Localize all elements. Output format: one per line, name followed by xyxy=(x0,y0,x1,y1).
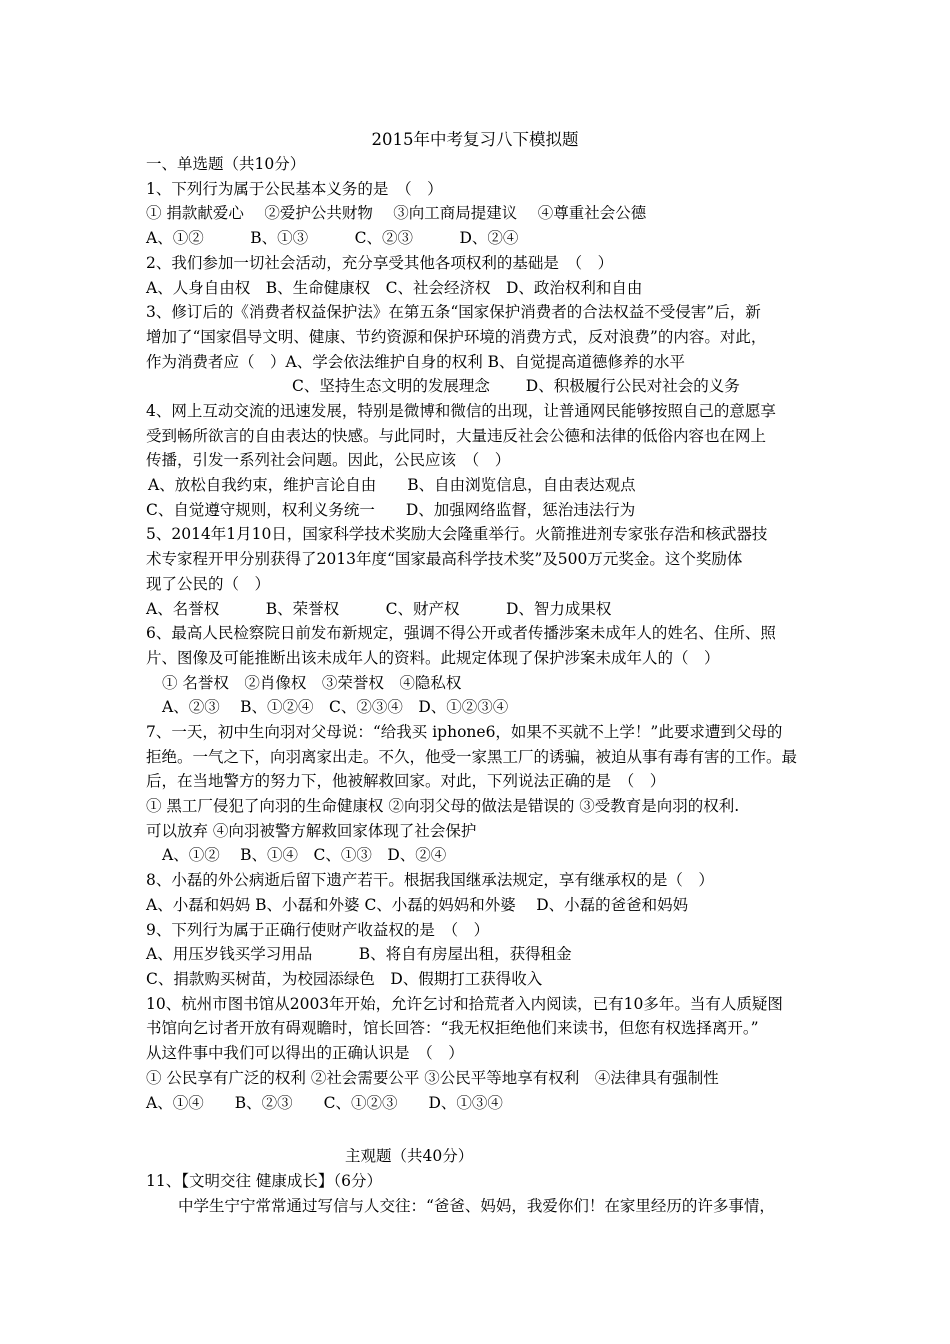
doc-line: 10、杭州市图书馆从2003年开始，允许乞讨和拾荒者入内阅读，已有10多年。当有人质疑图 xyxy=(146,995,783,1013)
doc-line: 3、修订后的《消费者权益保护法》在第五条“国家保护消费者的合法权益不受侵害”后，新 xyxy=(146,303,761,321)
doc-line: A、用压岁钱买学习用品 B、将自有房屋出租，获得租金 xyxy=(146,945,572,963)
doc-line: 片、图像及可能推断出该未成年人的资料。此规定体现了保护涉案未成年人的（ ） xyxy=(146,649,720,667)
doc-line: A、①② B、①④ C、①③ D、②④ xyxy=(162,846,447,864)
page-title: 2015年中考复习八下模拟题 xyxy=(371,130,579,149)
doc-line: 书馆向乞讨者开放有碍观瞻时，馆长回答：“我无权拒绝他们来读书，但您有权选择离开。” xyxy=(146,1019,759,1037)
doc-line: 增加了“国家倡导文明、健康、节约资源和保护环境的消费方式，反对浪费”的内容。对此， xyxy=(146,328,767,346)
doc-line: A、①② B、①③ C、②③ D、②④ xyxy=(146,229,519,247)
doc-line: ① 公民享有广泛的权利 ②社会需要公平 ③公民平等地享有权利 ④法律具有强制性 xyxy=(146,1069,719,1087)
doc-line: 拒绝。一气之下，向羽离家出走。不久，他受一家黑工厂的诱骗，被迫从事有毒有害的工作。最 xyxy=(146,748,798,766)
doc-line: 受到畅所欲言的自由表达的快感。与此同时，大量违反社会公德和法律的低俗内容也在网上 xyxy=(146,427,767,445)
doc-line: 9、下列行为属于正确行使财产收益权的是 （ ） xyxy=(146,921,490,939)
doc-line: A、①④ B、②③ C、①②③ D、①③④ xyxy=(146,1094,503,1112)
doc-line: 11、【文明交往 健康成长】（6分） xyxy=(146,1172,383,1190)
doc-line: A、放松自我约束，维护言论自由 B、自由浏览信息，自由表达观点 xyxy=(148,476,636,494)
doc-line: 5、2014年1月10日，国家科学技术奖励大会隆重举行。火箭推进剂专家张存浩和核武器技 xyxy=(146,525,768,543)
doc-line: C、坚持生态文明的发展理念 D、积极履行公民对社会的义务 xyxy=(292,377,740,395)
section-heading: 一、单选题（共10分） xyxy=(146,155,306,173)
section-heading: 主观题（共40分） xyxy=(345,1147,474,1165)
doc-line: 8、小磊的外公病逝后留下遗产若干。根据我国继承法规定，享有继承权的是（ ） xyxy=(146,871,714,889)
doc-line: A、②③ B、①②④ C、②③④ D、①②③④ xyxy=(162,698,509,716)
doc-line: 1、下列行为属于公民基本义务的是 （ ） xyxy=(146,180,443,198)
doc-line: A、小磊和妈妈 B、小磊和外婆 C、小磊的妈妈和外婆 D、小磊的爸爸和妈妈 xyxy=(146,896,689,914)
doc-line: 可以放弃 ④向羽被警方解救回家体现了社会保护 xyxy=(146,822,477,840)
doc-line: 中学生宁宁常常通过写信与人交往：“爸爸、妈妈，我爱你们！在家里经历的许多事情， xyxy=(178,1197,775,1215)
doc-line: 术专家程开甲分别获得了2013年度“国家最高科学技术奖”及500万元奖金。这个奖励体 xyxy=(146,550,743,568)
doc-line: ① 黑工厂侵犯了向羽的生命健康权 ②向羽父母的做法是错误的 ③受教育是向羽的权利. xyxy=(146,797,740,815)
doc-line: 作为消费者应（ ）A、学会依法维护自身的权利 B、自觉提高道德修养的水平 xyxy=(146,353,686,371)
doc-line: 6、最高人民检察院日前发布新规定，强调不得公开或者传播涉案未成年人的姓名、住所、照 xyxy=(146,624,776,642)
doc-line: A、人身自由权 B、生命健康权 C、社会经济权 D、政治权利和自由 xyxy=(146,279,643,297)
doc-line: 后，在当地警方的努力下，他被解救回家。对此，下列说法正确的是 （ ） xyxy=(146,772,666,790)
doc-line: C、捐款购买树苗，为校园添绿色 D、假期打工获得收入 xyxy=(146,970,543,988)
doc-line: 现了公民的（ ） xyxy=(146,575,271,593)
doc-line: 7、一天，初中生向羽对父母说：“给我买 iphone6，如果不买就不上学！”此要求遭到父母的 xyxy=(146,723,783,741)
doc-line: A、名誉权 B、荣誉权 C、财产权 D、智力成果权 xyxy=(146,600,612,618)
doc-line: ① 名誉权 ②肖像权 ③荣誉权 ④隐私权 xyxy=(162,674,462,692)
doc-line: 4、网上互动交流的迅速发展，特别是微博和微信的出现，让普通网民能够按照自己的意愿享 xyxy=(146,402,776,420)
doc-line: C、自觉遵守规则，权利义务统一 D、加强网络监督，惩治违法行为 xyxy=(146,501,636,519)
doc-line: 从这件事中我们可以得出的正确认识是 （ ） xyxy=(146,1044,464,1062)
doc-line: 2、我们参加一切社会活动，充分享受其他各项权利的基础是 （ ） xyxy=(146,254,614,272)
doc-line: 传播，引发一系列社会问题。因此，公民应该 （ ） xyxy=(146,451,511,469)
doc-line: ① 捐款献爱心 ②爱护公共财物 ③向工商局提建议 ④尊重社会公德 xyxy=(146,204,647,222)
